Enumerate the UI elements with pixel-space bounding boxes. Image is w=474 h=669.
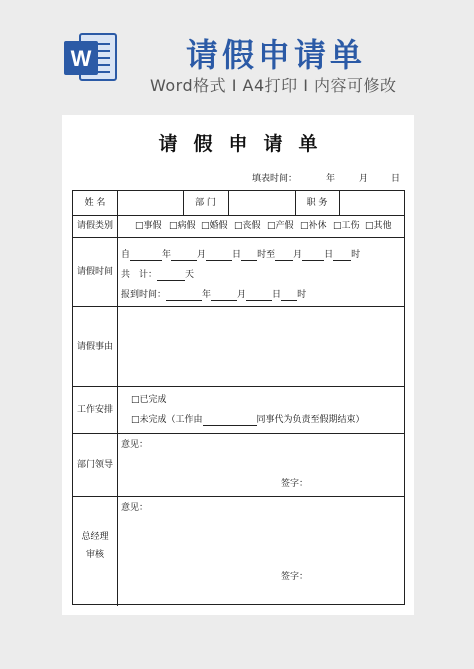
name-field[interactable] bbox=[121, 197, 179, 209]
dept-leader-sign: 签字： bbox=[281, 479, 309, 489]
leave-type-option[interactable]: □丧假 bbox=[234, 221, 261, 231]
gm-label-line2: 审核 bbox=[85, 550, 104, 560]
leave-type-option[interactable]: □补休 bbox=[300, 221, 327, 231]
reason-field[interactable] bbox=[121, 311, 401, 381]
work-arrangement-label: 工作安排 bbox=[76, 405, 113, 415]
leave-total-line[interactable]: 共 计： 天 bbox=[121, 270, 195, 280]
leave-type-option[interactable]: □其他 bbox=[365, 221, 392, 231]
work-done-checkbox[interactable]: □已完成 bbox=[131, 395, 167, 405]
dept-leader-label: 部门领导 bbox=[76, 460, 113, 470]
name-label: 姓 名 bbox=[84, 198, 106, 208]
fill-time-day: 日 bbox=[391, 174, 401, 184]
banner-subtitle: Word格式 I A4打印 I 内容可修改 bbox=[150, 76, 397, 95]
work-undone-line[interactable]: □未完成（工作由 同事代为负责至假期结束） bbox=[131, 415, 365, 425]
position-field[interactable] bbox=[343, 197, 401, 209]
gm-label-line1: 总经理 bbox=[81, 532, 109, 542]
banner-title: 请假申请单 bbox=[186, 36, 367, 74]
leave-from-line[interactable]: 自 年 月 日 时至 月 日 时 bbox=[121, 250, 361, 260]
leave-type-option[interactable]: □工伤 bbox=[333, 221, 360, 231]
gm-sign: 签字： bbox=[281, 572, 309, 582]
document-page bbox=[62, 115, 414, 615]
dept-label: 部 门 bbox=[195, 198, 216, 208]
dept-leader-opinion: 意见： bbox=[121, 440, 149, 450]
word-logo-letter: W bbox=[70, 46, 92, 71]
leave-type-option[interactable]: □事假 bbox=[135, 221, 162, 231]
fill-time-label: 填表时间： bbox=[252, 174, 298, 184]
leave-type-option[interactable]: □产假 bbox=[267, 221, 294, 231]
fill-time-month: 月 bbox=[359, 174, 369, 184]
document-title: 请假申请单 bbox=[158, 133, 334, 155]
word-doc-icon bbox=[62, 28, 120, 86]
leave-form-table bbox=[72, 190, 405, 605]
fill-time-year: 年 bbox=[326, 174, 336, 184]
report-time-line[interactable]: 报到时间： 年 月 日 时 bbox=[121, 290, 307, 300]
leave-type-label: 请假类别 bbox=[76, 221, 113, 231]
leave-type-option[interactable]: □病假 bbox=[169, 221, 196, 231]
preview-banner bbox=[0, 0, 474, 110]
dept-field[interactable] bbox=[232, 197, 292, 209]
leave-type-option[interactable]: □婚假 bbox=[201, 221, 228, 231]
position-label: 职 务 bbox=[306, 198, 328, 208]
reason-label: 请假事由 bbox=[76, 342, 113, 352]
leave-time-label: 请假时间 bbox=[76, 267, 113, 277]
gm-opinion: 意见： bbox=[121, 503, 149, 513]
